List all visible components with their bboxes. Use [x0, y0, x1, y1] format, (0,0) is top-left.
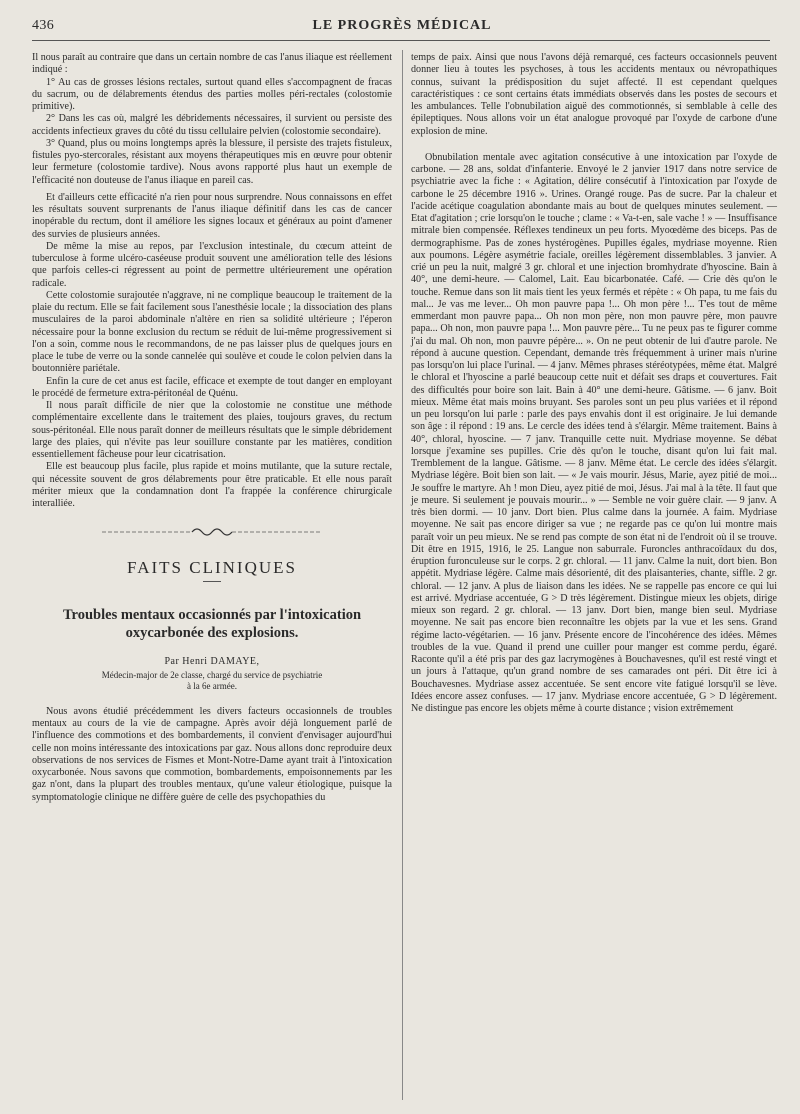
paragraph: 2° Dans les cas où, malgré les débridements nécessaires, il survient ou persiste des accidents infectieux graves du côté du tissu cellulaire pelvien (colostomie secondaire). [32, 113, 392, 137]
paragraph: Elle est beaucoup plus facile, plus rapide et moins mutilante, que la suture rectale, qui nécessite souvent de gros délabrements pour être praticable. Et elle nous paraît mériter mieux que la condamnation dont l'a frappée la conférence chirurgicale interalliée. [32, 461, 392, 509]
paragraph: temps de paix. Ainsi que nous l'avons déjà remarqué, ces facteurs occasionnels peuvent donner lieu à toutes les psychoses, à tous les accidents mentaux ou névropathiques connus, suivant la prédisposition du sujet affecté. Il est cependant quelques caractéristiques : ce sont certains états immédiats observés dans les postes de secours et les ambulances. Telle l'obnubilation aiguë des commotionnés, si semblable à celle des épileptiques. Nous allons voir un état analogue provoqué par l'oxyde de carbone d'une explosion de mine. [411, 52, 777, 137]
paragraph: Il nous paraît difficile de nier que la colostomie ne constitue une méthode complémentaire excellente dans le traitement des plaies, toujours graves, du rectum sous-péritonéal. Elle nous paraît donner de meilleurs résultats que le simple débridement large des plaies, qui n'évite pas leur souillure constante par les matières, condition essentiellement fâcheuse pour leur cicatrisation. [32, 400, 392, 460]
section-heading: FAITS CLINIQUES [127, 558, 297, 578]
paragraph: 3° Quand, plus ou moins longtemps après la blessure, il persiste des trajets fistuleux, fistules pyo-stercorales, résistant aux moyens thérapeutiques mis en œuvre pour obtenir leur fermeture (colostomie tardive). Nous avons rapporté plus haut un exemple de l'efficacité non douteuse de l'anus iliaque en pareil cas. [32, 137, 392, 186]
running-header [32, 18, 772, 38]
author-byline: Par Henri DAMAYE, [164, 655, 260, 667]
journal-title: LE PROGRÈS MÉDICAL [312, 18, 492, 33]
article-intro: Nous avons étudié précédemment les divers facteurs occasionnels de troubles mentaux au cours de la vie de campagne. Après avoir déjà longuement parlé de l'influence des commotions et des bombardements, il convient d'envisager aujourd'hui celle non moins intéressante des intoxications par gaz. Nous allons donc reproduire deux observations de nos services de Fismes et Mont-Notre-Dame ayant trait à l'intoxication oxycarbonée. Nous savons que commotion, bombardements, empoisonnements par les gaz n'ont, dans la plupart des troubles mentaux, qu'une valeur étiologique, puisque la symptomatologie clinique ne diffère guère de celle des psychopathies du [32, 705, 392, 803]
section-ornament [32, 526, 392, 540]
paragraph: Cette colostomie surajoutée n'aggrave, ni ne complique beaucoup le traitement de la plaie du rectum. Elle se fait facilement sous l'anesthésie locale ; la dissociation des plans musculaires de la paroi abdominale n'altère en rien sa solidité ultérieure ; l'éperon nécessaire pour la bonne exclusion du rectum se réduit de lui-même progressivement si l'on a soin, comme nous le recommandons, de ne pas laisser plus de quelques jours en place le tube de verre ou la sonde cannelée qui soulève et coude le colon pelvien dans la boutonnière pariétale. [32, 289, 392, 375]
paragraph: Enfin la cure de cet anus est facile, efficace et exempte de tout danger en employant le procédé de fermeture extra-péritonéal de Quénu. [32, 375, 392, 399]
heading-divider [203, 581, 221, 582]
author-affiliation [32, 670, 392, 692]
paragraph: Et d'ailleurs cette efficacité n'a rien pour nous surprendre. Nous connaissons en effet les résultats souvent surprenants de l'anus iliaque définitif dans les cas de cancer inopérable du rectum, dont il améliore les signes locaux et généraux au point d'amener des survies de plusieurs années. [32, 191, 392, 240]
case-observation: Obnubilation mentale avec agitation consécutive à une intoxication par l'oxyde de carbone. — 28 ans, soldat d'infanterie. Envoyé le 2 janvier 1917 dans notre service de psychiatrie avec la fiche : « Agitation, délire consécutif à l'intoxication par l'oxyde de carbone le 25 décembre 1916 ». Urines. Orangé rouge. Pas de sucre. Par la chaleur et l'acide acétique coagulation abondante mais au bout de quelques minutes seulement. — Etat d'agitation ; crie lorsqu'on le touche ; clame : « Va-t-en, sale vache ! » — Insuffisance mitrale bien compensée. Réflexes tendineux un peu forts. Myoœdème des biceps. Pas de dermographisme. Pas de zones hystérogènes. Pupilles égales, mydriase moyenne. Rien aux poumons. Légère asymétrie faciale, oreilles légèrement dissemblables. 3 janvier. A crié un peu la nuit, malgré 3 gr. chloral et une injection bromhydrate d'hyoscine. Bain à 40°, une demi-heure. — Calomel, Lait. Eau bicarbonatée. Café. — Crie dès qu'on le touche. Remue dans son lit mais tient les yeux fermés et répète : « Oh papa, tu me fais du mal... Je vas me lever... Oh mon pauvre papa !... Oh mon père !... T'es tout de même emmerdant mon pauvre papa... Oh non mon père, non mon pauvre père, mon pauvre papa... Oh non, mon pauvre papa !... Mon pauvre père... Tu ne peux pas te figurer comme j'ai du mal. Oh non, mon pauvre pépère... ». On ne peut obtenir de lui d'autre parole. Ne répond à aucune question. Cependant, demande très fréquemment à uriner mais n'urine pas lorsqu'on lui place l'urinal. — 4 janv. Mêmes phrases stéréotypées, même état. Malgré le chloral et l'hyoscine a parlé beaucoup cette nuit et défait ses draps et couvertures. Fait des difficultés pour boire son lait. Bain à 40° une demi-heure. Gâtisme. — 6 janv. Boit mieux. Même état mais moins bruyant. Ses paroles sont un peu plus variées et il répond un peu lorsqu'on lui parle : parle des pays envahis dont il est originaire. Je lui demande son âge : il répond : 19 ans. Le cercle des idées tend à s'élargir. Même traitement. Bains à 40°, chloral, hyoscine. — 7 janv. Tranquille cette nuit. Mydriase moyenne. Se débat lorsque j'examine ses pupilles. Crie dès qu'on le touche, disant qu'on lui fait mal. Tremblement de la langue. Gâtisme. — 8 janv. Même état. Le cercle des idées s'élargit. Mydriase légère. Boit bien son lait. — « Je vais mourir. Jésus, Marie, ayez pitié de moi... Je souffre le martyre. Ah ! mon Dieu, ayez pitié de moi, Jésus. J'ai mal à la tête. Il faut que je meure. Si seulement je pouvais mourir... » — Semble ne voir guère clair. — 9 janv. A très bien dormi. — 10 janv. Dort bien. Plus calme dans la journée. A faim. Mydriase moyenne. Ne sait pas encore diriger sa vue ; ne regarde pas ce qu'on lui montre mais paraît voir un peu mieux. Ne se rend pas compte de son état ni de l'endroit où il se trouve. Dit être en 1915, 1916, le 25. Langue non saburrale. Furoncles anthracoïdaux du dos, éruption furonculeuse sur le corps. 2 gr. chloral. — 11 janv. Calme la nuit, dort bien. Bon appétit. Mydriase légère. Calme mais désorienté, dit des plaisanteries, chante, siffle. 2 gr. chloral. — 12 janv. A plus de liaison dans les idées. Ne se rappelle pas encore ce qui lui est arrivé. Mydriase accentuée, G > D très légèrement. Distingue mieux les objets, dirige mieux son regard. 2 gr. chloral. — 13 janv. Dort bien, mange bien seul. Mydriase moyenne. Ne sait pas encore bien reconnaître les objets par la vue et les sens. Grand régime lacto-végétarien. — 16 janv. Présente encore de l'incohérence des idées. Mêmes troubles de la vue. Quand il prend une cuiller pour manger est comme perdu, égaré. Raconte qu'il a été pris par des gaz lacrymogènes à Bouchavesnes, qu'il est resté vingt et un jours à l'attaque, qu'un grand nombre de ses camarades ont péri. Dit être ici à Bouchavesnes. Mydriase assez accentuée. Se sent encore vite fatigué lorsqu'il se lève. Idées encore assez confuses. — 17 janv. Mydriase encore accentuée, G > D légèrement. Ne distingue pas encore les objets même à courte distance ; vision extrêmement [411, 151, 777, 714]
affiliation-line: Médecin-major de 2e classe, chargé du service de psychiatrie [101, 669, 323, 680]
page-number: 436 [32, 18, 55, 33]
header-rule [32, 40, 770, 41]
left-column [32, 52, 392, 804]
paragraph: Il nous paraît au contraire que dans un certain nombre de cas l'anus iliaque est réellement indiqué : [32, 52, 392, 76]
paragraph: De même la mise au repos, par l'exclusion intestinale, du cœcum atteint de tuberculose à forme ulcéro-caséeuse produit souvent une amélioration telle des lésions que parfois celles-ci régressent au point de permettre ultérieurement une opération radicale. [32, 240, 392, 289]
ornament-rule-icon [92, 526, 332, 538]
affiliation-line: à la 6e armée. [187, 680, 237, 691]
paragraph: 1° Au cas de grosses lésions rectales, surtout quand elles s'accompagnent de fracas du sacrum, ou de délabrements étendus des parties molles péri-rectales (colostomie primitive). [32, 76, 392, 112]
column-divider [402, 50, 403, 1100]
right-column [411, 52, 777, 715]
article-title: Troubles mentaux occasionnés par l'intoxication oxycarbonée des explosions. [62, 606, 362, 641]
